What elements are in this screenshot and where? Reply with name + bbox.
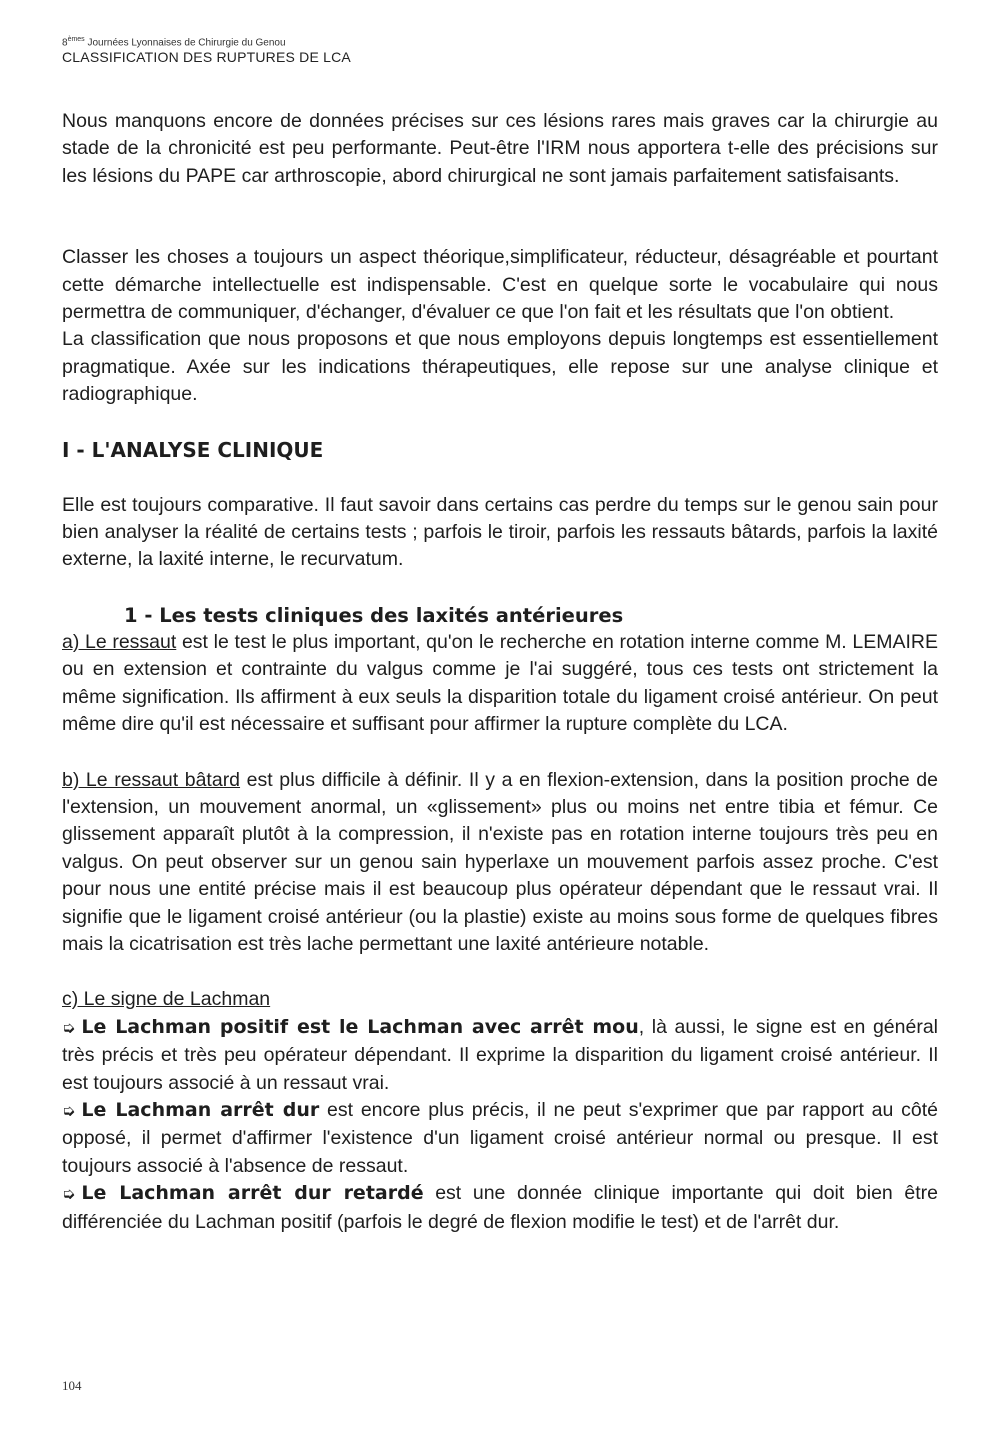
arrow-bullet-icon: ➭ [62,1019,76,1037]
arrow-bullet-icon: ➭ [62,1102,76,1120]
arrow-bullet-icon: ➭ [62,1186,76,1204]
lachman-item-1-text: , là aussi, le signe est en général très précis et très peu opérateur dépendant. Il exprime la disparition du ligament croisé antérieur. Il est toujours associé à un ressaut vrai. [62,1015,938,1094]
section-heading-clinical-analysis: I - L'ANALYSE CLINIQUE [62,437,324,462]
page-number: 104 [62,1378,82,1393]
paragraph-ressaut-batard [62,767,938,959]
edition-superscript: èmes [67,36,85,43]
lachman-item-1-lead: Le Lachman positif est le Lachman avec arrêt mou [81,1015,639,1038]
label-ressaut-batard: b) Le ressaut bâtard [62,768,241,791]
lachman-item-1 [62,1014,938,1097]
subsection-heading-tests: 1 - Les tests cliniques des laxités antérieures [124,603,624,627]
lachman-item-3 [62,1180,938,1236]
label-lachman [62,986,938,1013]
running-header [62,36,351,66]
clinical-analysis-paragraph: Elle est toujours comparative. Il faut savoir dans certains cas perdre du temps sur le genou sain pour bien analyser la réalité de certains tests ; parfois le tiroir, parfois les ressauts bâtards, parfois la laxité externe, la laxité interne, le recurvatum. [62,493,938,571]
lachman-item-3-text: est une donnée clinique importante qui doit bien être différenciée du Lachman positif (parfois le degré de flexion modifie le test) et de l'arrêt dur. [62,1182,938,1233]
label-lachman-text: c) Le signe de Lachman [62,988,271,1011]
edition-number: 8 [62,37,68,49]
lachman-item-2 [62,1097,938,1180]
intro-paragraph-1: Nous manquons encore de données précises sur ces lésions rares mais graves car la chirurgie au stade de la chronicité est peu performante. Peut-être l'IRM nous apportera t-elle des précisions sur les lésions du PAPE car arthroscopie, abord chirurgical ne sont jamais parfaitement satisfaisants. [62,110,938,187]
text-ressaut: est le test le plus important, qu'on le recherche en rotation interne comme M. LEMAIRE ou en extension et contrainte du valgus comme je l'ai suggéré, tous ces tests ont strictement la même signification. Ils affirment à eux seuls la disparition totale du ligament croisé antérieur. On peut même dire qu'il est nécessaire et suffisant pour affirmer la rupture complète du LCA. [62,630,938,736]
conference-line [62,36,351,49]
body-text [62,108,938,1236]
intro-paragraph-2: Classer les choses a toujours un aspect théorique,simplificateur, réducteur, désagréable et pourtant cette démarche intellectuelle est indispensable. C'est en quelque sorte le vocabulaire qui nous permettra de communiquer, d'échanger, d'évaluer ce que l'on fait et les résultats que l'on obtient. [62,246,938,324]
lachman-item-2-lead: Le Lachman arrêt dur [81,1098,320,1121]
label-ressaut: a) Le ressaut [62,630,177,653]
section-title: CLASSIFICATION DES RUPTURES DE LCA [62,49,351,66]
text-ressaut-batard: est plus difficile à définir. Il y a en flexion-extension, dans la position proche de l'extension, un mouvement anormal, un «glissement» plus ou moins net entre tibia et fémur. Ce glissement apparaît plutôt à la compression, il n'existe pas en rotation interne toujours très peu en valgus. On peut observer sur un genou sain hyperlaxe un mouvement parfois assez proche. C'est pour nous une entité précise mais il est beaucoup plus opérateur dépendant que le ressaut vrai. Il signifie que le ligament croisé antérieur (ou la plastie) existe au moins sous forme de quelques fibres mais la cicatrisation est très lache permettant une laxité antérieure notable. [62,768,938,955]
paragraph-ressaut [62,629,938,739]
intro-paragraph-3: La classification que nous proposons et que nous employons depuis longtemps est essentiellement pragmatique. Axée sur les indications thérapeutiques, elle repose sur une analyse clinique et radiographique. [62,328,938,406]
conference-name: Journées Lyonnaises de Chirurgie du Genou [84,37,286,49]
lachman-item-2-text: est encore plus précis, il ne peut s'exprimer que par rapport au côté opposé, il permet d'affirmer l'existence d'un ligament croisé antérieur normal ou presque. Il est toujours associé à l'absence de ressaut. [62,1098,939,1177]
lachman-item-3-lead: Le Lachman arrêt dur retardé [81,1182,424,1205]
